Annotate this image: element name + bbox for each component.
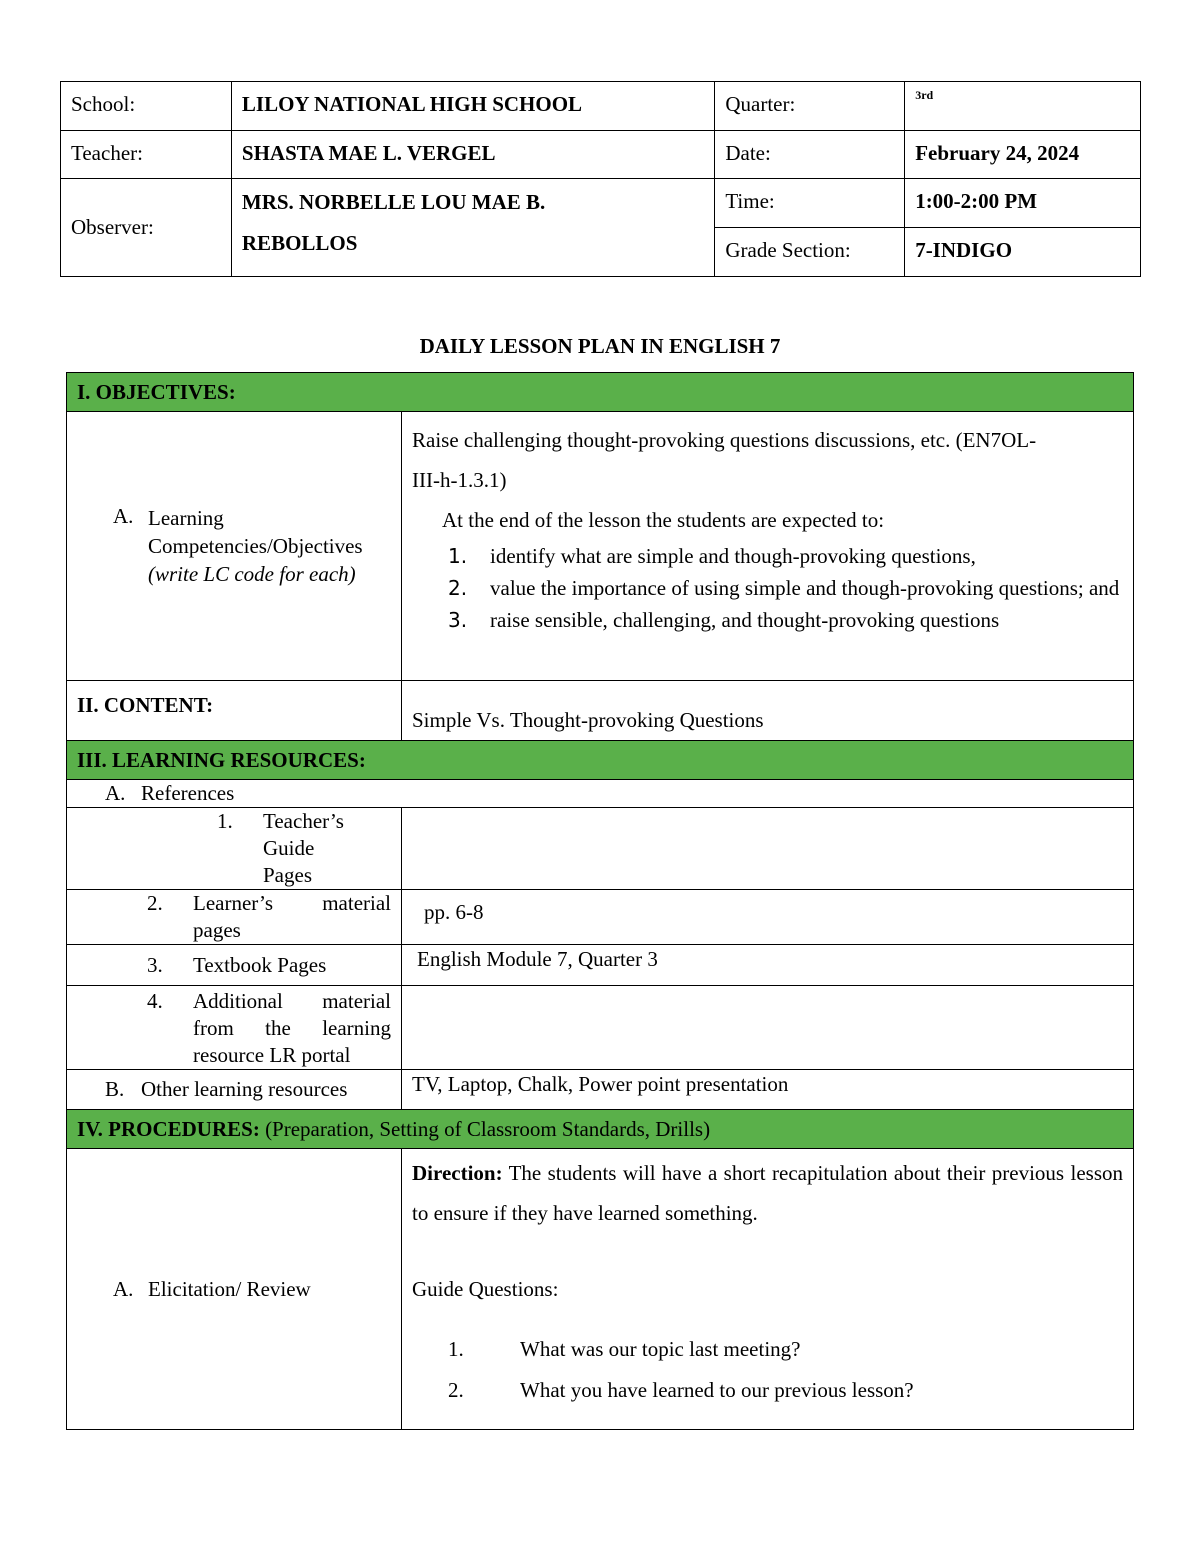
objectives-right-cell [402, 412, 1134, 681]
resource-item-number: 1. [217, 809, 233, 833]
grade-section-label: Grade Section: [715, 228, 905, 277]
resource-item-line2: Pages [263, 863, 312, 887]
guide-question-item [412, 1370, 1123, 1411]
objective-item [412, 572, 1123, 604]
resource-item-value: English Module 7, Quarter 3 [402, 945, 1134, 986]
elicitation-letter: A. [113, 1276, 134, 1301]
direction-text: The students will have a short recapitulation about their previous lesson to ensure if they have learned something. [412, 1161, 1123, 1225]
content-value: Simple Vs. Thought-provoking Questions [402, 681, 1134, 741]
resource-item-textbook [67, 945, 402, 986]
objectives-left-line2: Competencies/Objectives [148, 534, 363, 558]
date-label: Date: [715, 131, 905, 179]
references-row [67, 780, 1134, 808]
guide-question-item [412, 1329, 1123, 1370]
competency-line2: III-h-1.3.1) [412, 468, 507, 492]
quarter-value: 3rd [905, 82, 1141, 131]
procedures-heading [67, 1110, 1134, 1149]
observer-value-line1: MRS. NORBELLE LOU MAE B. [241, 190, 546, 214]
lesson-plan-title: DAILY LESSON PLAN IN ENGLISH 7 [419, 334, 781, 358]
objectives-left-line1: Learning [148, 506, 224, 530]
guide-question-text: What you have learned to our previous lesson? [520, 1378, 914, 1402]
resources-heading: III. LEARNING RESOURCES: [67, 741, 1134, 780]
direction-paragraph [412, 1153, 1123, 1233]
resource-item-line2: from the learning [193, 1016, 391, 1040]
objectives-intro: At the end of the lesson the students are expected to: [442, 508, 885, 532]
teacher-label: Teacher: [61, 131, 232, 179]
resource-item-line1: Teacher’s Guide [263, 809, 344, 860]
grade-section-value: 7-INDIGO [905, 228, 1141, 277]
resource-item-line3: resource LR portal [193, 1043, 351, 1067]
objective-item-text: identify what are simple and though-provoking questions, [490, 544, 976, 568]
elicitation-left-cell [67, 1149, 402, 1430]
objectives-letter: A. [113, 504, 134, 528]
procedures-heading-bold: IV. PROCEDURES: [77, 1116, 260, 1141]
resource-item-number: 2. [147, 891, 163, 915]
objective-item [412, 540, 1123, 572]
lesson-plan-table [66, 372, 1134, 1430]
objective-item-number: 1. [448, 544, 468, 568]
guide-question-text: What was our topic last meeting? [520, 1337, 801, 1361]
guide-question-number: 1. [448, 1337, 464, 1361]
resource-item-line2: pages [193, 918, 241, 942]
objective-item-number: 3. [448, 608, 468, 632]
objective-item-number: 2. [448, 576, 468, 600]
resource-item-value [402, 808, 1134, 890]
resource-item-learners-material [67, 890, 402, 945]
resource-item-additional-material [67, 986, 402, 1070]
objective-item [412, 604, 1123, 636]
resource-item-number: 4. [147, 989, 163, 1013]
resource-item-line1: Textbook Pages [193, 952, 327, 977]
references-letter: A. [105, 781, 126, 805]
observer-value-line2: REBOLLOS [241, 231, 358, 255]
observer-label: Observer: [61, 179, 232, 277]
other-resources-row [67, 1070, 402, 1110]
resource-item-line1: Learner’s material [193, 891, 391, 915]
objectives-left-cell [67, 412, 402, 681]
resource-item-teachers-guide [67, 808, 402, 890]
direction-label: Direction: [412, 1161, 503, 1185]
objective-item-text: raise sensible, challenging, and thought-provoking questions [490, 608, 1000, 632]
header-info-table [60, 81, 1141, 277]
teacher-value: SHASTA MAE L. VERGEL [231, 131, 714, 179]
elicitation-right-cell [402, 1149, 1134, 1430]
elicitation-label: Elicitation/ Review [148, 1276, 311, 1301]
resource-item-value [402, 986, 1134, 1070]
guide-question-number: 2. [448, 1378, 464, 1402]
objectives-heading: I. OBJECTIVES: [67, 373, 1134, 412]
guide-questions-label: Guide Questions: [412, 1277, 559, 1301]
observer-value [231, 179, 714, 277]
competency-line1: Raise challenging thought-provoking questions discussions, etc. (EN7OL- [412, 428, 1037, 452]
school-label: School: [61, 82, 232, 131]
time-value: 1:00-2:00 PM [905, 179, 1141, 228]
objectives-left-line3: (write LC code for each) [148, 562, 356, 586]
time-label: Time: [715, 179, 905, 228]
content-heading: II. CONTENT: [67, 681, 402, 741]
quarter-label: Quarter: [715, 82, 905, 131]
objective-item-text: value the importance of using simple and though-provoking questions; and [490, 576, 1120, 600]
date-value: February 24, 2024 [905, 131, 1141, 179]
resource-item-value: pp. 6-8 [402, 890, 1134, 945]
other-resources-label: Other learning resources [141, 1077, 348, 1101]
resource-item-line1: Additional material [193, 989, 391, 1013]
references-label: References [141, 781, 235, 805]
other-resources-value: TV, Laptop, Chalk, Power point presentation [402, 1070, 1134, 1110]
procedures-heading-note: (Preparation, Setting of Classroom Standards, Drills) [259, 1116, 711, 1141]
resource-item-number: 3. [147, 952, 163, 977]
school-value: LILOY NATIONAL HIGH SCHOOL [231, 82, 714, 131]
other-resources-letter: B. [105, 1077, 125, 1101]
